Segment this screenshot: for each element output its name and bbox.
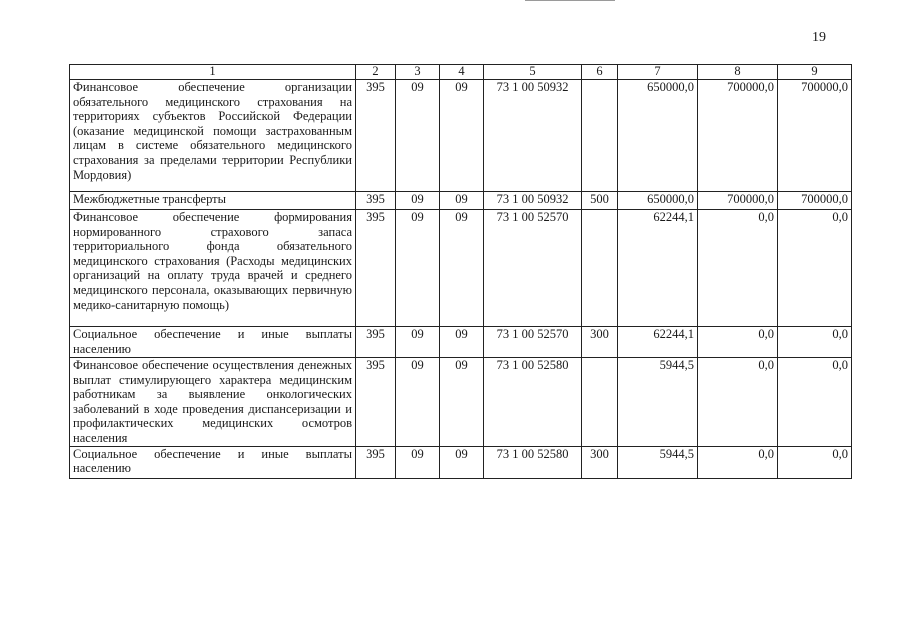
expense-name: Межбюджетные трансферты <box>70 192 356 210</box>
subsection-code: 09 <box>440 80 484 192</box>
expense-type <box>582 80 618 192</box>
section-code: 09 <box>396 192 440 210</box>
table-row <box>70 446 852 478</box>
section-code: 09 <box>396 80 440 192</box>
amount-col9: 700000,0 <box>778 192 852 210</box>
amount-col7: 650000,0 <box>618 80 698 192</box>
section-code: 09 <box>396 358 440 447</box>
column-header: 1 <box>70 65 356 80</box>
expense-name: Финансовое обеспечение организации обязательного медицинского страхования на территориях субъектов Российской Федерации (оказание медицинской помощи застрахованным лицам в системе обязательного медицинского страхования за пределами территории Республики Мордовия) <box>70 80 356 192</box>
table-row <box>70 210 852 327</box>
target-article: 73 1 00 50932 <box>484 192 582 210</box>
amount-col8: 700000,0 <box>698 80 778 192</box>
amount-col8: 0,0 <box>698 327 778 358</box>
section-code: 09 <box>396 446 440 478</box>
amount-col9: 0,0 <box>778 327 852 358</box>
expense-name: Финансовое обеспечение осуществления денежных выплат стимулирующего характера медицинским работникам за выявление онкологических заболеваний в ходе проведения диспансеризации и профилактических медицинских осмотров населения <box>70 358 356 447</box>
column-header: 3 <box>396 65 440 80</box>
subsection-code: 09 <box>440 210 484 327</box>
amount-col7: 62244,1 <box>618 210 698 327</box>
amount-col9: 0,0 <box>778 210 852 327</box>
amount-col7: 650000,0 <box>618 192 698 210</box>
top-scan-mark <box>525 0 615 1</box>
expense-name: Социальное обеспечение и иные выплаты населению <box>70 446 356 478</box>
ministry-code: 395 <box>356 210 396 327</box>
table-row <box>70 327 852 358</box>
ministry-code: 395 <box>356 80 396 192</box>
column-header: 4 <box>440 65 484 80</box>
amount-col8: 0,0 <box>698 446 778 478</box>
column-header: 7 <box>618 65 698 80</box>
expense-type: 500 <box>582 192 618 210</box>
amount-col7: 5944,5 <box>618 358 698 447</box>
column-header: 9 <box>778 65 852 80</box>
expense-type <box>582 210 618 327</box>
target-article: 73 1 00 52570 <box>484 210 582 327</box>
subsection-code: 09 <box>440 327 484 358</box>
table-row <box>70 192 852 210</box>
column-header: 5 <box>484 65 582 80</box>
target-article: 73 1 00 52570 <box>484 327 582 358</box>
expense-type <box>582 358 618 447</box>
column-header: 2 <box>356 65 396 80</box>
ministry-code: 395 <box>356 192 396 210</box>
subsection-code: 09 <box>440 192 484 210</box>
expense-type: 300 <box>582 446 618 478</box>
section-code: 09 <box>396 210 440 327</box>
subsection-code: 09 <box>440 446 484 478</box>
ministry-code: 395 <box>356 446 396 478</box>
amount-col7: 62244,1 <box>618 327 698 358</box>
amount-col7: 5944,5 <box>618 446 698 478</box>
table-row <box>70 358 852 447</box>
section-code: 09 <box>396 327 440 358</box>
budget-table <box>69 64 852 479</box>
column-header: 8 <box>698 65 778 80</box>
ministry-code: 395 <box>356 327 396 358</box>
target-article: 73 1 00 50932 <box>484 80 582 192</box>
header-row <box>70 65 852 80</box>
page-number: 19 <box>812 30 826 45</box>
expense-name: Финансовое обеспечение формирования нормированного страхового запаса территориального фонда обязательного медицинского страхования (Расходы медицинских организаций на оплату труда врачей и среднего медицинского персонала, оказывающих первичную медико-санитарную помощь) <box>70 210 356 327</box>
expense-name: Социальное обеспечение и иные выплаты населению <box>70 327 356 358</box>
target-article: 73 1 00 52580 <box>484 446 582 478</box>
amount-col8: 0,0 <box>698 210 778 327</box>
amount-col8: 0,0 <box>698 358 778 447</box>
expense-type: 300 <box>582 327 618 358</box>
amount-col9: 0,0 <box>778 446 852 478</box>
ministry-code: 395 <box>356 358 396 447</box>
table-row <box>70 80 852 192</box>
column-header: 6 <box>582 65 618 80</box>
subsection-code: 09 <box>440 358 484 447</box>
target-article: 73 1 00 52580 <box>484 358 582 447</box>
amount-col8: 700000,0 <box>698 192 778 210</box>
amount-col9: 0,0 <box>778 358 852 447</box>
amount-col9: 700000,0 <box>778 80 852 192</box>
